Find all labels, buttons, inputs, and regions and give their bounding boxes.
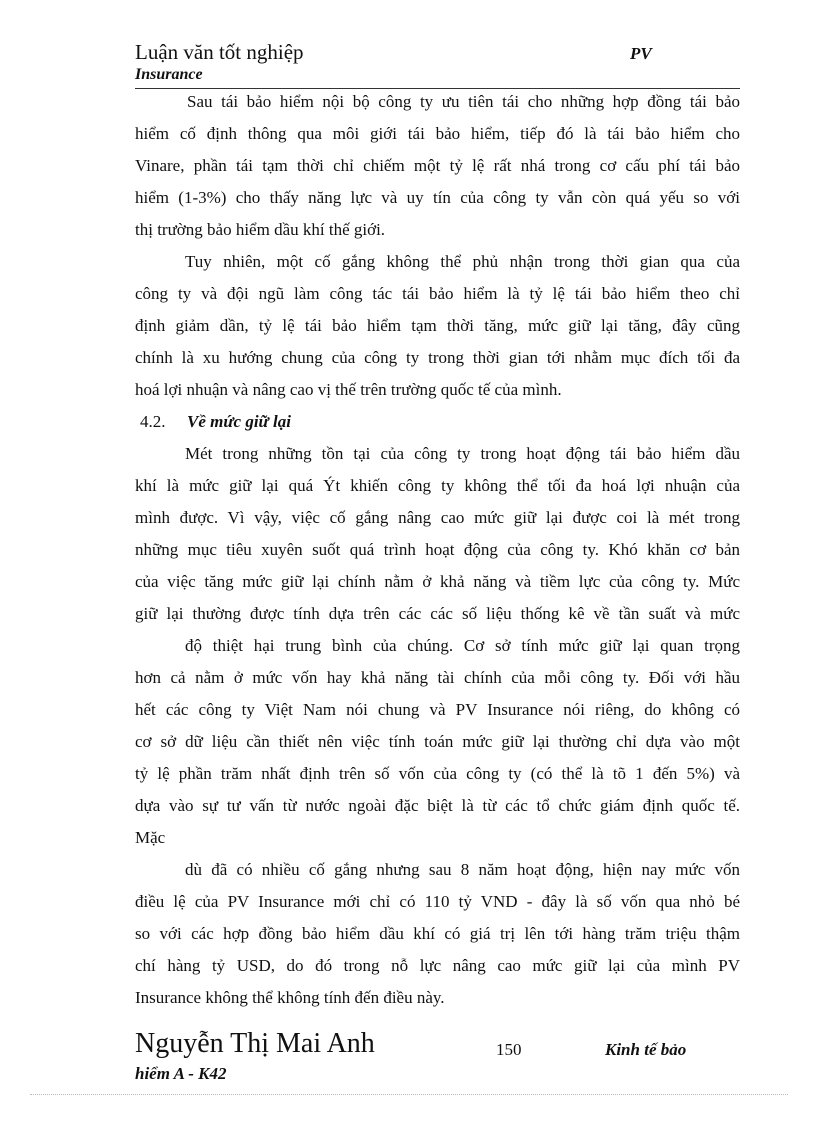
text-line: độ thiệt hại trung bình của chúng. Cơ sở tính mức giữ lại quan trọng [185, 636, 740, 655]
text-line: Mặc [135, 828, 166, 847]
text-line: định giảm dần, tỷ lệ tái bảo hiểm tạm thời tăng, mức giữ lại tăng, đây cũng [135, 316, 740, 335]
text-line: mình được. Vì vậy, việc cố gắng nâng cao mức giữ lại được coi là mét trong [135, 508, 740, 527]
footer-faculty-line1: Kinh tế bảo [605, 1040, 687, 1059]
header-company-pv: PV [630, 44, 652, 63]
footer-faculty-line2: hiểm A - K42 [135, 1064, 227, 1083]
header-thesis-title: Luận văn tốt nghiệp [135, 40, 304, 64]
section-number: 4.2. [140, 412, 166, 431]
text-line: chí hàng tỷ USD, do đó trong nỗ lực nâng cao mức giữ lại của mình PV [135, 956, 740, 975]
document-body [135, 86, 740, 1014]
text-line: khí là mức giữ lại quá Ýt khiến công ty không thể tối đa hoá lợi nhuận của [135, 476, 740, 495]
footer-page-number: 150 [496, 1040, 522, 1059]
text-line: của việc tăng mức giữ lại chính nằm ở khả năng và tiềm lực của công ty. Mức [135, 572, 740, 591]
text-line: những mục tiêu xuyên suốt quá trình hoạt động của công ty. Khó khăn cơ bản [135, 540, 740, 559]
text-line: Sau tái bảo hiểm nội bộ công ty ưu tiên tái cho những hợp đồng tái bảo [187, 92, 740, 111]
footer-author-name: Nguyễn Thị Mai Anh [135, 1028, 375, 1059]
text-line: dù đã có nhiều cố gắng nhưng sau 8 năm hoạt động, hiện nay mức vốn [185, 860, 740, 879]
text-line: Insurance không thể không tính đến điều này. [135, 988, 445, 1007]
text-line: so với các hợp đồng bảo hiểm dầu khí có giá trị lên tới hàng trăm triệu thậm [135, 924, 740, 943]
text-line: Mét trong những tồn tại của công ty trong hoạt động tái bảo hiểm dầu [185, 444, 740, 463]
paragraph-reinsurance-structure [135, 86, 740, 246]
text-line: hiểm (1-3%) cho thấy năng lực và uy tín của công ty vẫn còn quá yếu so với [135, 188, 740, 207]
text-line: hơn cả nằm ở mức vốn hay khả năng tài chính của mỗi công ty. Đối với hầu [135, 668, 740, 687]
text-line: thị trường bảo hiểm dầu khí thế giới. [135, 220, 386, 239]
text-line: chính là xu hướng chung của công ty trong thời gian tới nhằm mục đích tối đa [135, 348, 740, 367]
section-heading [135, 406, 740, 438]
text-line: công ty và đội ngũ làm công tác tái bảo hiểm là tỷ lệ tái bảo hiểm theo chỉ [135, 284, 740, 303]
text-line: tỷ lệ phần trăm nhất định trên số vốn của công ty (có thể là tõ 1 đến 5%) và [135, 764, 740, 783]
paragraph-effort [135, 246, 740, 406]
header-company-insurance: Insurance [135, 66, 203, 83]
paragraph-retention-calculation [135, 630, 740, 854]
text-line: hết các công ty Việt Nam nói chung và PV Insurance nói riêng, do không có [135, 700, 740, 719]
text-line: cơ sở dữ liệu cần thiết nên việc tính toán mức giữ lại thường chỉ dựa vào một [135, 732, 740, 751]
text-line: Tuy nhiên, một cố gắng không thể phủ nhận trong thời gian qua của [185, 252, 740, 271]
paragraph-retention-limits [135, 438, 740, 630]
text-line: Vinare, phần tái tạm thời chỉ chiếm một tỷ lệ rất nhá trong cơ cấu phí tái bảo [135, 156, 740, 175]
text-line: hiểm cố định thông qua môi giới tái bảo hiểm, tiếp đó là tái bảo hiểm cho [135, 124, 740, 143]
page-bottom-divider [30, 1094, 788, 1095]
text-line: hoá lợi nhuận và nâng cao vị thế trên trường quốc tế của mình. [135, 380, 562, 399]
paragraph-charter-capital [135, 854, 740, 1014]
section-title: Về mức giữ lại [187, 412, 291, 431]
text-line: dựa vào sự tư vấn từ nước ngoài đặc biệt là từ các tổ chức giám định quốc tế. [135, 796, 740, 815]
text-line: điều lệ của PV Insurance mới chỉ có 110 tỷ VND - đây là số vốn qua nhỏ bé [135, 892, 740, 911]
text-line: giữ lại thường được tính dựa trên các các số liệu thống kê về tần suất và mức [135, 604, 740, 623]
